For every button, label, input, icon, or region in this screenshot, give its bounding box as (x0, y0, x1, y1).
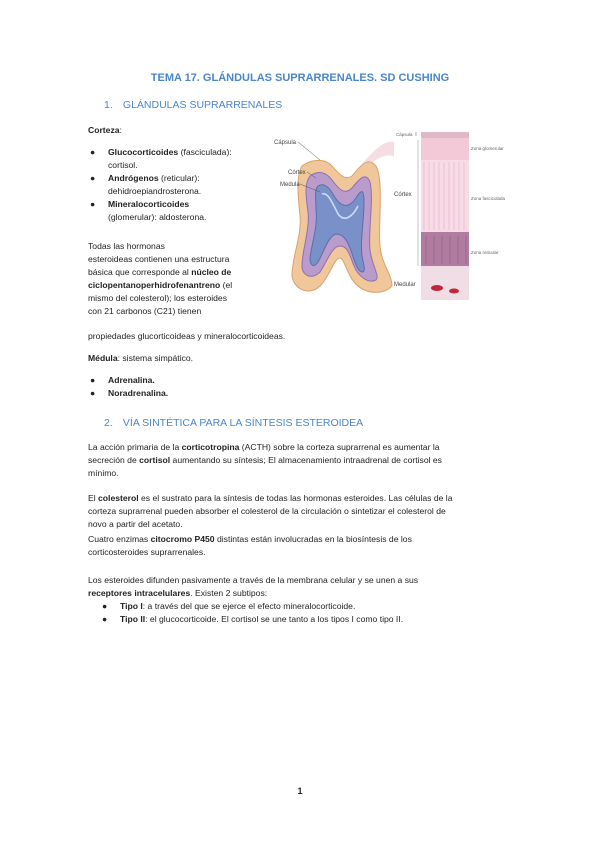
corteza-list (88, 146, 273, 224)
label-medular-right: Medular (394, 282, 416, 288)
paragraph-colesterol: El colesterol es el sustrato para la síntesis de todas las hormonas esteroides. Las células de la corteza suprarrenal pueden absorber el colesterol de la circulación o sintetizar el colesterol de novo a partir del acetato. (88, 493, 453, 529)
adrenal-gland-figure (272, 126, 506, 314)
section-2-heading (104, 417, 363, 429)
label-zona-reticular: Zona reticular (471, 250, 499, 255)
list-item: ● Tipo I: a través del que se ejerce el efecto mineralocorticoide. (102, 601, 356, 611)
section-2-title: VÍA SINTÉTICA PARA LA SÍNTESIS ESTEROIDEA (122, 417, 364, 429)
list-item: ● Adrenalina. (90, 375, 155, 385)
label-cortex: Córtex (288, 170, 306, 176)
label-medula: Medula (280, 182, 300, 188)
list-item: ● Glucocorticoides (fasciculada): cortisol. (90, 147, 232, 170)
receptor-subtypes-list (100, 600, 403, 626)
medula-list (88, 374, 168, 400)
paragraph-p450: Cuatro enzimas citocromo P450 distintas están involucradas en la biosíntesis de los corticosteroides suprarrenales. (88, 534, 412, 557)
label-zona-glomerular: Zona glomerular (471, 146, 504, 151)
medula-label: Médula: sistema simpático. (88, 353, 194, 363)
label-capsula-right: Cápsula (396, 132, 413, 137)
corteza-label: Corteza: (88, 125, 122, 135)
section-1-title: GLÁNDULAS SUPRARRENALES (122, 99, 283, 111)
list-item: ● Mineralocorticoides (glomerular): aldosterona. (90, 199, 207, 222)
histology-column (421, 132, 469, 300)
label-capsula: Cápsula (274, 140, 297, 146)
label-zona-fasciculada: Zona fasciculada (471, 196, 506, 201)
label-cortex-right: Córtex (394, 192, 412, 198)
steroid-paragraph: Todas las hormonas esteroideas contienen una estructura básica que corresponde al núcleo de ciclopentanoperhidrofenantreno (el mismo del colesterol); los esteroides con 21 carbonos (C21) tienen (88, 241, 233, 316)
section-1-number: 1. (104, 99, 113, 111)
paragraph-acth: La acción primaria de la corticotropina (ACTH) sobre la corteza suprarrenal es aumentar la secreción de cortisol aumentando su síntesis; El almacenamiento intraadrenal de cortisol es mínimo. (88, 442, 442, 478)
paragraph-receptores: Los esteroides difunden pasivamente a través de la membrana celular y se unen a sus receptores intracelulares. Existen 2 subtipos: (88, 575, 419, 598)
list-item: ● Tipo II: el glucocorticoide. El cortisol se une tanto a los tipos I como tipo II. (102, 614, 404, 624)
page-number: 1 (297, 786, 303, 796)
steroid-paragraph-end: propiedades glucorticoideas y mineralocorticoideas. (88, 331, 286, 341)
section-1-heading (104, 99, 282, 111)
document-title: TEMA 17. GLÁNDULAS SUPRARRENALES. SD CUSHING (150, 72, 450, 84)
list-item: ● Andrógenos (reticular): dehidroepiandrosterona. (90, 173, 202, 196)
list-item: ● Noradrenalina. (90, 388, 169, 398)
section-2-number: 2. (104, 417, 113, 429)
